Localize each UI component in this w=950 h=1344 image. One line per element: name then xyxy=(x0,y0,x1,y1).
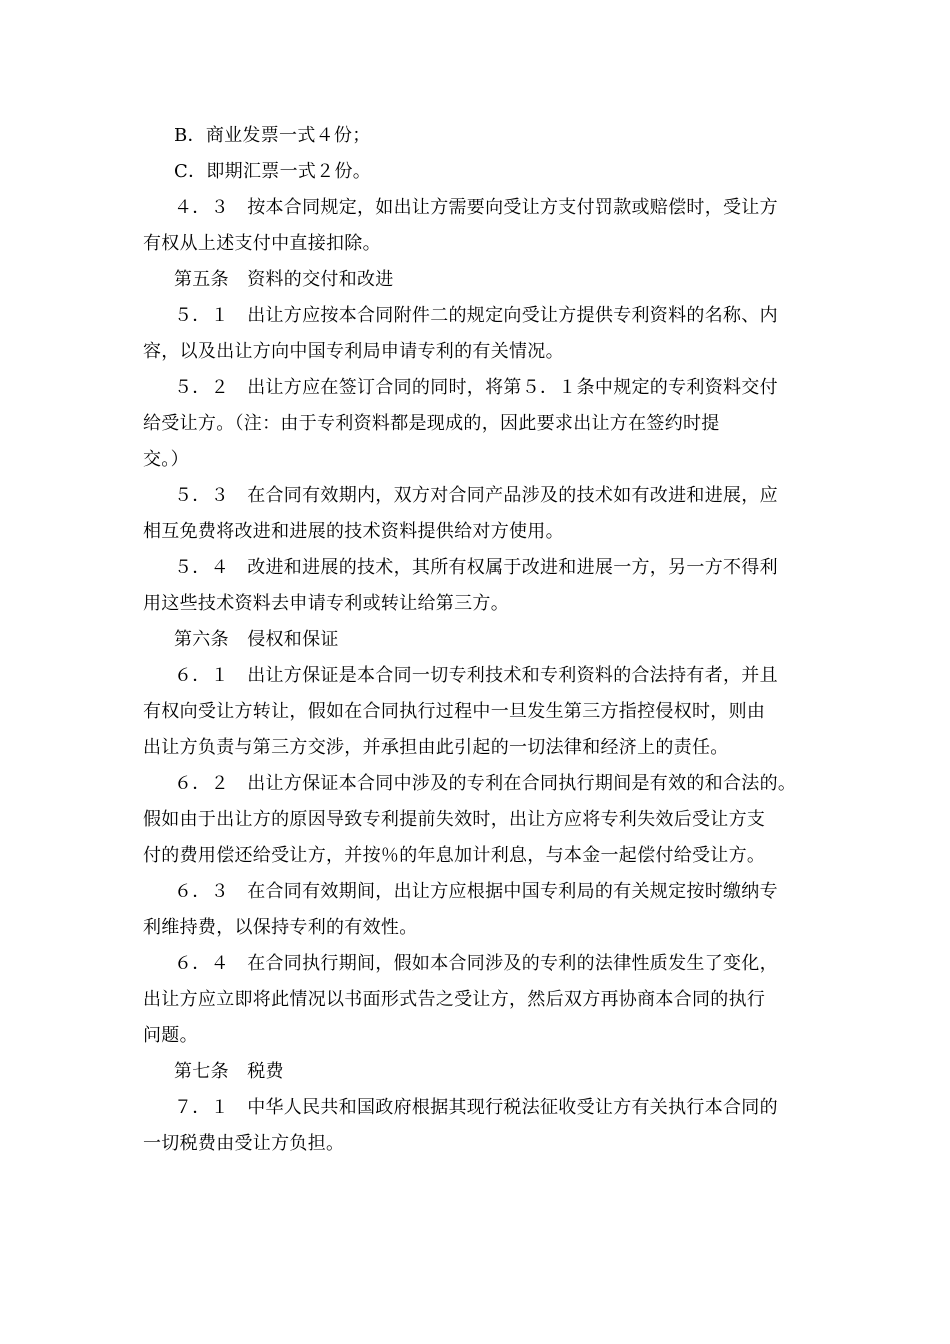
text-line-clause-5-4-cont: 用这些技术资料去申请专利或转让给第三方。 xyxy=(143,593,509,614)
text-line-clause-5-1-cont: 容，以及出让方向中国专利局申请专利的有关情况。 xyxy=(143,341,564,362)
text-line-clause-6-3-cont: 利维持费，以保持专利的有效性。 xyxy=(143,917,418,938)
text-line-clause-4-3: ４．３ 按本合同规定，如出让方需要向受让方支付罚款或赔偿时，受让方 xyxy=(174,197,778,218)
text-line-clause-6-1-cont: 有权向受让方转让，假如在合同执行过程中一旦发生第三方指控侵权时，则由 xyxy=(143,701,766,722)
text-line-clause-6-4-end: 问题。 xyxy=(143,1025,198,1046)
text-line-clause-5-4: ５．４ 改进和进展的技术，其所有权属于改进和进展一方，另一方不得利 xyxy=(174,557,778,578)
article-heading-7: 第七条 税费 xyxy=(174,1061,284,1082)
text-line-clause-5-3: ５．３ 在合同有效期内，双方对合同产品涉及的技术如有改进和进展，应 xyxy=(174,485,778,506)
text-line-clause-6-2-end: 付的费用偿还给受让方，并按％的年息加计利息，与本金一起偿付给受让方。 xyxy=(143,845,766,866)
text-line-clause-7-1-cont: 一切税费由受让方负担。 xyxy=(143,1133,345,1154)
article-heading-5: 第五条 资料的交付和改进 xyxy=(174,269,394,290)
text-line-clause-6-1-end: 出让方负责与第三方交涉，并承担由此引起的一切法律和经济上的责任。 xyxy=(143,737,729,758)
text-line-clause-5-3-cont: 相互免费将改进和进展的技术资料提供给对方使用。 xyxy=(143,521,564,542)
text-line-clause-5-1: ５．１ 出让方应按本合同附件二的规定向受让方提供专利资料的名称、内 xyxy=(174,305,778,326)
text-line-item-b: B．商业发票一式４份； xyxy=(174,125,371,146)
text-line-clause-6-3: ６．３ 在合同有效期间，出让方应根据中国专利局的有关规定按时缴纳专 xyxy=(174,881,778,902)
text-line-clause-6-4-cont: 出让方应立即将此情况以书面形式告之受让方，然后双方再协商本合同的执行 xyxy=(143,989,766,1010)
text-line-item-c: C．即期汇票一式２份。 xyxy=(174,161,372,182)
text-line-clause-6-2-cont: 假如由于出让方的原因导致专利提前失效时，出让方应将专利失效后受让方支 xyxy=(143,809,766,830)
text-line-clause-6-4: ６．４ 在合同执行期间，假如本合同涉及的专利的法律性质发生了变化， xyxy=(174,953,778,974)
text-line-clause-6-2: ６．２ 出让方保证本合同中涉及的专利在合同执行期间是有效的和合法的。 xyxy=(174,773,797,794)
text-line-clause-5-2-end: 交。） xyxy=(143,449,189,470)
text-line-clause-4-3-cont: 有权从上述支付中直接扣除。 xyxy=(143,233,381,254)
text-line-clause-5-2: ５．２ 出让方应在签订合同的同时，将第５．１条中规定的专利资料交付 xyxy=(174,377,778,398)
article-heading-6: 第六条 侵权和保证 xyxy=(174,629,339,650)
text-line-clause-5-2-cont: 给受让方。（注：由于专利资料都是现成的，因此要求出让方在签约时提 xyxy=(143,413,720,434)
text-line-clause-6-1: ６．１ 出让方保证是本合同一切专利技术和专利资料的合法持有者，并且 xyxy=(174,665,778,686)
text-line-clause-7-1: ７．１ 中华人民共和国政府根据其现行税法征收受让方有关执行本合同的 xyxy=(174,1097,778,1118)
